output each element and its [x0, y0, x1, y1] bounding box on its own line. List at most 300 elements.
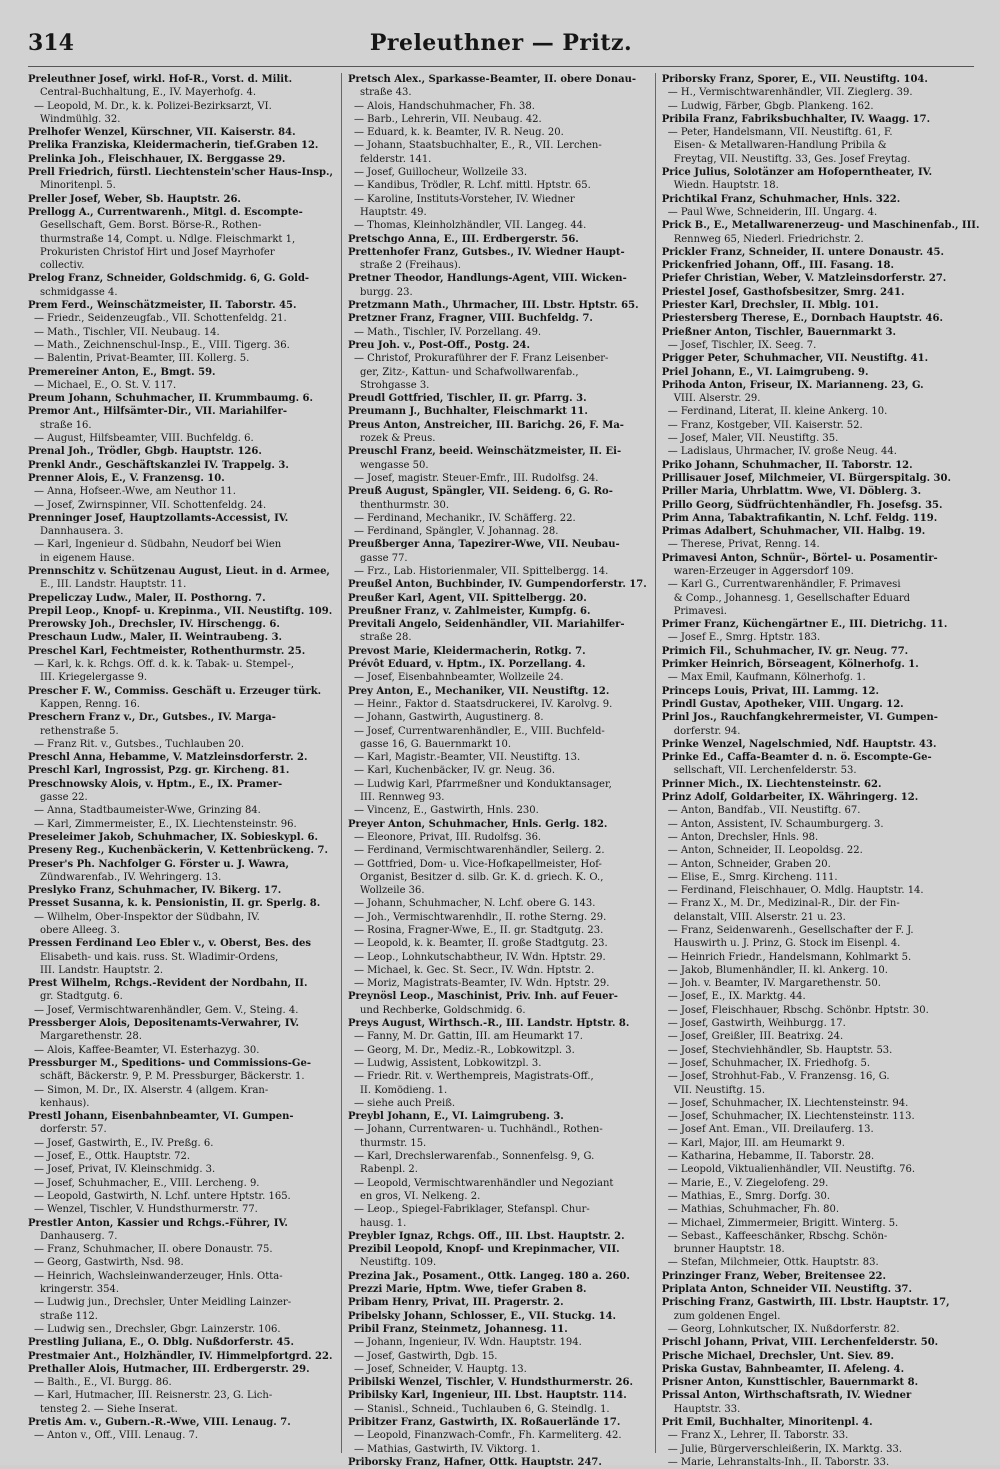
- directory-entry-line: — Franz X., Lehrer, II. Taborstr. 33.: [667, 1430, 849, 1442]
- directory-entry-line: — Ludwig sen., Drechsler, Gbgr. Lainzerstr. 106.: [34, 1323, 281, 1335]
- directory-entry-line: — Moriz, Magistrats-Beamter, IV. Wdn. Hptstr. 29.: [353, 978, 610, 990]
- directory-entry-line: Priborsky Franz, Hafner, Ottk. Hauptstr. 247.: [347, 1456, 602, 1468]
- directory-entry-line: Pribelsky Johann, Schlosser, E., VII. Stuckg. 14.: [347, 1310, 617, 1322]
- directory-entry-line: Prinke Wenzel, Nagelschmied, Ndf. Hauptstr. 43.: [661, 738, 937, 750]
- page-number: 314: [28, 30, 74, 56]
- directory-entry-line: — Ferdinand, Vermischtwarenhändler, Seilerg. 2.: [353, 845, 605, 857]
- directory-entry-line: Pretschgo Anna, E., III. Erdbergerstr. 56.: [347, 233, 579, 245]
- directory-entry-line: — Franz, Seidenwarenh., Gesellschafter der F. J.: [667, 925, 914, 936]
- directory-entry-line: Prindl Gustav, Apotheker, VIII. Ungarg. 12.: [661, 698, 904, 710]
- directory-entry-line: Prell Friedrich, fürstl. Liechtenstein'scher Haus-Insp.,: [28, 167, 333, 179]
- directory-entry-line: Prezina Jak., Posament., Ottk. Langeg. 180 a. 260.: [347, 1270, 630, 1282]
- directory-entry-line: — Josef, Strohhut-Fab., V. Franzensg. 16, G.: [667, 1071, 890, 1083]
- entry-continuation-line: felderstr. 141.: [359, 153, 432, 165]
- directory-entry-line: — Karl, Ingenieur d. Südbahn, Neudorf bei Wien: [34, 539, 282, 551]
- entry-continuation-line: straße 28.: [359, 632, 412, 644]
- directory-entry-line: Prihoda Anton, Friseur, IX. Marianneng. 23, G.: [661, 379, 924, 391]
- directory-entry-line: Preschern Franz v., Dr., Gutsbes., IV. Marga-: [28, 712, 276, 724]
- directory-entry-line: — Josef, Gastwirth, Weihburgg. 17.: [667, 1018, 846, 1030]
- directory-entry-line: — Josef, Schuhmacher, IX. Friedhofg. 5.: [667, 1057, 871, 1069]
- directory-entry-line: — Ludwig jun., Drechsler, Unter Meidling Lainzer-: [34, 1297, 292, 1309]
- entry-continuation-line: thurmstr. 15.: [359, 1137, 427, 1149]
- column-right: [655, 73, 980, 1468]
- directory-entry-line: — Eduard, k. k. Beamter, IV. R. Neug. 20.: [353, 127, 564, 139]
- directory-entry-line: — Eleonore, Privat, III. Rudolfsg. 36.: [353, 831, 542, 843]
- entry-continuation-line: Freytag, VII. Neustiftg. 33, Ges. Josef Freytag.: [673, 153, 911, 165]
- directory-entry-line: — Karl, Magistr.-Beamter, VII. Neustiftg. 13.: [353, 752, 581, 764]
- directory-entry-line: — Leopold, Viktualienhändler, VII. Neustiftg. 76.: [667, 1164, 916, 1176]
- directory-entry-line: Preynösl Leop., Maschinist, Priv. Inh. auf Feuer-: [347, 991, 618, 1003]
- directory-entry-line: — Friedr. Rit. v. Werthempreis, Magistrats-Off.,: [353, 1071, 594, 1083]
- directory-entry-line: — Friedr., Seidenzeugfab., VII. Schottenfeldg. 21.: [34, 313, 287, 325]
- directory-entry-line: — Rosina, Fragner-Wwe, E., II. gr. Stadtgutg. 23.: [353, 925, 604, 936]
- directory-entry-line: — Josef, Gastwirth, E., IV. Preßg. 6.: [34, 1137, 214, 1149]
- directory-entry-line: Prevost Marie, Kleidermacherin, Rotkg. 7.: [347, 645, 586, 657]
- directory-entry-line: — Josef, Schneider, V. Hauptg. 13.: [353, 1363, 527, 1375]
- directory-entry-line: — Johann, Gastwirth, Augustinerg. 8.: [353, 712, 544, 724]
- directory-entry-line: Prévôt Eduard, v. Hptm., IX. Porzellang. 4.: [347, 659, 586, 671]
- directory-entry-line: Priestel Josef, Gasthofsbesitzer, Smrg. 241.: [661, 286, 905, 298]
- directory-entry-line: — Karl, k. k. Rchgs. Off. d. k. k. Tabak- u. Stempel-,: [34, 659, 294, 671]
- directory-entry-line: Preslyko Franz, Schuhmacher, IV. Bikerg. 17.: [28, 885, 282, 897]
- directory-entry-line: Prillo Georg, Südfrüchtenhändler, Fh. Josefsg. 35.: [661, 499, 943, 511]
- directory-entry-line: Preyer Anton, Schuhmacher, Hnls. Gerlg. 182.: [347, 818, 608, 830]
- directory-entry-line: — Leopold, Gastwirth, N. Lchf. untere Hptstr. 165.: [34, 1190, 291, 1202]
- directory-entry-line: Preußel Anton, Buchbinder, IV. Gumpendorferstr. 17.: [347, 579, 647, 591]
- directory-entry-line: Preu Joh. v., Post-Off., Postg. 24.: [347, 339, 530, 351]
- directory-entry-line: Preum Johann, Schuhmacher, II. Krummbaumg. 6.: [28, 393, 313, 405]
- directory-entry-line: Primker Heinrich, Börseagent, Kölnerhofg. 1.: [661, 659, 919, 671]
- directory-entry-line: — Ferdinand, Spängler, V. Johannag. 28.: [353, 526, 559, 538]
- directory-entry-line: Prelhofer Wenzel, Kürschner, VII. Kaiserstr. 84.: [28, 127, 296, 139]
- directory-entry-line: — Leopold, Vermischtwarenhändler und Negoziant: [353, 1177, 614, 1189]
- directory-entry-line: — Georg, Gastwirth, Nsd. 98.: [34, 1257, 184, 1269]
- directory-entry-line: Pribila Franz, Fabriksbuchhalter, IV. Waagg. 17.: [661, 113, 931, 125]
- directory-entry-line: — Michael, Zimmermeier, Brigitt. Winterg. 5.: [667, 1217, 899, 1229]
- directory-entry-line: — Franz Rit. v., Gutsbes., Tuchlauben 20.: [34, 738, 245, 750]
- directory-entry-line: Preußer Karl, Agent, VII. Spittelbergg. 20.: [347, 592, 587, 604]
- directory-entry-line: Priller Maria, Uhrblattm. Wwe, VI. Döblerg. 3.: [661, 486, 922, 498]
- directory-entry-line: — Josef, Stechviehhändler, Sb. Hauptstr. 53.: [667, 1044, 893, 1056]
- directory-entry-line: — Josef, Schuhmacher, IX. Liechtensteinstr. 113.: [667, 1111, 915, 1123]
- entry-continuation-line: zum goldenen Engel.: [673, 1310, 781, 1322]
- directory-entry-line: Prettenhofer Franz, Gutsbes., IV. Wiedner Haupt-: [347, 246, 625, 258]
- entry-continuation-line: Prokuristen Christof Hirt und Josef Mayrhofer: [40, 246, 275, 258]
- directory-entry-line: Prenner Alois, E., V. Franzensg. 10.: [28, 472, 225, 484]
- directory-entry-line: Premereiner Anton, E., Bmgt. 59.: [28, 366, 216, 378]
- directory-entry-line: — Ladislaus, Uhrmacher, IV. große Neug. 44.: [667, 446, 897, 458]
- directory-entry-line: — August, Hilfsbeamter, VIII. Buchfeldg. 6.: [34, 433, 254, 445]
- directory-entry-line: Preumann J., Buchhalter, Fleischmarkt 11.: [347, 406, 588, 418]
- directory-entry-line: — Elise, E., Smrg. Kircheng. 111.: [667, 871, 838, 883]
- directory-entry-line: Priska Gustav, Bahnbeamter, II. Afeleng. 4.: [661, 1363, 905, 1375]
- directory-entry-line: Prische Michael, Drechsler, Unt. Siev. 89.: [661, 1350, 895, 1362]
- directory-entry-line: Primavesi Anton, Schnür-, Börtel- u. Posamentir-: [661, 552, 938, 564]
- entry-continuation-line: III. Rennweg 93.: [359, 792, 445, 804]
- directory-entry-line: Priel Johann, E., VI. Laimgrubeng. 9.: [661, 366, 869, 378]
- directory-entry-line: — Josef, Tischler, IX. Seeg. 7.: [667, 339, 817, 351]
- directory-entry-line: — Georg, Lohnkutscher, IX. Nußdorferstr. 82.: [667, 1323, 900, 1335]
- directory-entry-line: Prelog Franz, Schneider, Goldschmidg. 6, G. Gold-: [28, 273, 310, 285]
- directory-entry-line: — Heinr., Faktor d. Staatsdruckerei, IV. Karolvg. 9.: [353, 698, 613, 710]
- directory-entry-line: — Leop., Lohnkutschabtheur, IV. Wdn. Hptstr. 29.: [353, 951, 606, 963]
- directory-entry-line: Priefer Christian, Weber, V. Matzleinsdorferstr. 27.: [661, 273, 947, 285]
- entry-continuation-line: collectiv.: [40, 260, 85, 272]
- directory-entry-line: — siehe auch Preiß.: [353, 1097, 456, 1109]
- entry-continuation-line: sellschaft, VII. Lerchenfelderstr. 53.: [673, 765, 857, 777]
- directory-entry-line: — Franz, Kostgeber, VII. Kaiserstr. 52.: [667, 419, 863, 431]
- directory-entry-line: Prestler Anton, Kassier und Rchgs.-Führer, IV.: [28, 1217, 288, 1229]
- directory-entry-line: — Josef, Fleischhauer, Rbschg. Schönbr. Hptstr. 30.: [667, 1004, 929, 1016]
- directory-entry-line: Prinke Ed., Caffa-Beamter d. n. ö. Escompte-Ge-: [661, 752, 932, 764]
- directory-columns: [28, 73, 980, 1468]
- directory-entry-line: Priester Karl, Drechsler, II. Mblg. 101.: [661, 300, 879, 312]
- directory-entry-line: — Leopold, k. k. Beamter, II. große Stadtgutg. 23.: [353, 938, 608, 950]
- directory-entry-line: Prezibil Leopold, Knopf- und Krepinmacher, VII.: [347, 1244, 620, 1256]
- directory-entry-line: — Johann, Schuhmacher, N. Lchf. obere G. 143.: [353, 898, 596, 910]
- directory-entry-line: — Leopold, Finanzwach-Comfr., Fh. Karmeliterg. 42.: [353, 1430, 622, 1442]
- directory-entry-line: — Max Emil, Kaufmann, Kölnerhofg. 1.: [667, 672, 866, 684]
- directory-entry-line: — Anton, Assistent, IV. Schaumburgerg. 3.: [667, 818, 884, 830]
- entry-continuation-line: rethenstraße 5.: [40, 725, 119, 737]
- directory-entry-line: Preybl Johann, E., VI. Laimgrubeng. 3.: [347, 1111, 564, 1123]
- entry-continuation-line: ger, Zitz-, Kattun- und Schafwollwarenfab.,: [359, 366, 579, 378]
- entry-continuation-line: thurmstraße 14, Compt. u. Ndlge. Fleischmarkt 1,: [40, 233, 296, 245]
- directory-entry-line: — Karl, Kuchenbäcker, IV. gr. Neug. 36.: [353, 765, 555, 777]
- directory-entry-line: — Ludwig Karl, Pfarrmeßner und Konduktansager,: [353, 778, 612, 790]
- directory-entry-line: — Ludwig, Färber, Gbgb. Plankeng. 162.: [667, 100, 874, 112]
- directory-entry-line: Pressberger Alois, Depositenamts-Verwahrer, IV.: [28, 1018, 300, 1030]
- entry-continuation-line: III. Kriegelergasse 9.: [40, 672, 148, 684]
- directory-entry-line: Prillisauer Josef, Milchmeier, VI. Bürgerspitalg. 30.: [661, 472, 951, 484]
- directory-entry-line: — Jakob, Blumenhändler, II. kl. Ankerg. 10.: [667, 964, 888, 976]
- page-header: [28, 30, 974, 67]
- entry-continuation-line: VII. Neustiftg. 15.: [673, 1084, 766, 1096]
- directory-entry-line: Pressen Ferdinand Leo Ebler v., v. Oberst, Bes. des: [28, 938, 312, 950]
- directory-entry-line: — Josef, Zwirnspinner, VII. Schottenfeldg. 24.: [34, 499, 267, 511]
- directory-entry-line: — Joh., Vermischtwarenhdlr., II. rothe Sterng. 29.: [353, 911, 607, 923]
- directory-entry-line: Princeps Louis, Privat, III. Lammg. 12.: [661, 685, 879, 697]
- directory-entry-line: — Josef, E., IX. Marktg. 44.: [667, 991, 806, 1003]
- directory-entry-line: Preybler Ignaz, Rchgs. Off., III. Lbst. Hauptstr. 2.: [347, 1230, 625, 1242]
- entry-continuation-line: waren-Erzeuger in Aggersdorf 109.: [673, 565, 854, 577]
- directory-entry-line: — Mathias, Schuhmacher, Fh. 80.: [667, 1204, 840, 1216]
- entry-continuation-line: thenthurmstr. 30.: [359, 499, 450, 511]
- entry-continuation-line: Margarethenstr. 28.: [40, 1031, 142, 1043]
- directory-entry-line: — Heinrich Friedr., Handelsmann, Kohlmarkt 5.: [667, 951, 912, 963]
- entry-continuation-line: hausg. 1.: [359, 1217, 407, 1229]
- directory-entry-line: — Anton, Bandfab., VII. Neustiftg. 67.: [667, 805, 861, 817]
- directory-entry-line: — Leop., Spiegel-Fabriklager, Stefanspl. Chur-: [353, 1204, 590, 1216]
- directory-entry-line: Prestling Juliana, E., O. Dblg. Nußdorferstr. 45.: [28, 1337, 294, 1349]
- entry-continuation-line: Gesellschaft, Gem. Borst. Börse-R., Rothen-: [40, 220, 262, 232]
- directory-entry-line: — Josef, Schuhmacher, IX. Liechtensteinstr. 94.: [667, 1097, 909, 1109]
- directory-entry-line: Prenninger Josef, Hauptzollamts-Accessist, IV.: [28, 512, 289, 524]
- running-head: Preleuthner — Pritz.: [369, 30, 633, 56]
- directory-entry-line: Prey Anton, E., Mechaniker, VII. Neustiftg. 12.: [347, 685, 610, 697]
- directory-entry-line: — Anna, Hofseer.-Wwe, am Neuthor 11.: [34, 486, 236, 498]
- directory-entry-line: — Franz X., M. Dr., Medizinal-R., Dir. der Fin-: [667, 898, 900, 910]
- column-left: [28, 73, 333, 1453]
- directory-entry-line: — Ferdinand, Literat, II. kleine Ankerg. 10.: [667, 406, 888, 418]
- entry-continuation-line: wengasse 50.: [359, 459, 429, 471]
- directory-entry-line: Prepil Leop., Knopf- u. Krepinma., VII. Neustiftg. 109.: [28, 605, 333, 617]
- directory-entry-line: — Michael, E., O. St. V. 117.: [34, 379, 177, 391]
- entry-continuation-line: Dannhausera. 3.: [40, 526, 124, 538]
- entry-continuation-line: Danhauserg. 7.: [40, 1230, 118, 1242]
- entry-continuation-line: rozek & Preus.: [359, 433, 436, 445]
- directory-entry-line: — Josef, magistr. Steuer-Emfr., III. Rudolfsg. 24.: [353, 472, 599, 484]
- directory-entry-line: Prethaller Alois, Hutmacher, III. Erdbergerstr. 29.: [28, 1363, 310, 1375]
- directory-entry-line: Pretis Am. v., Gubern.-R.-Wwe, VIII. Lenaug. 7.: [28, 1416, 291, 1428]
- directory-entry-line: — Karl, Hutmacher, III. Reisnerstr. 23, G. Lich-: [34, 1390, 273, 1402]
- entry-continuation-line: Neustiftg. 109.: [359, 1257, 437, 1269]
- directory-entry-line: — Josef, Eisenbahnbeamter, Wollzeile 24.: [353, 672, 564, 684]
- entry-continuation-line: Rennweg 65, Niederl. Friedrichstr. 2.: [673, 233, 864, 245]
- directory-entry-line: Preußner Franz, v. Zahlmeister, Kumpfg. 6.: [347, 605, 591, 617]
- directory-entry-line: — Josef, Privat, IV. Kleinschmidg. 3.: [34, 1164, 216, 1176]
- entry-continuation-line: Primavesi.: [673, 605, 727, 617]
- entry-continuation-line: obere Alleeg. 3.: [40, 925, 120, 936]
- directory-entry-line: Priborsky Franz, Sporer, E., VII. Neustiftg. 104.: [661, 74, 928, 85]
- directory-entry-line: — Alois, Handschuhmacher, Fh. 38.: [353, 100, 535, 112]
- directory-entry-line: Pretzmann Math., Uhrmacher, III. Lbstr. Hptstr. 65.: [347, 300, 639, 312]
- directory-entry-line: Prennschitz v. Schützenau August, Lieut. in d. Armee,: [28, 565, 330, 577]
- directory-entry-line: Prest Wilhelm, Rchgs.-Revident der Nordbahn, II.: [28, 978, 308, 990]
- directory-entry-line: Preuschl Franz, beeid. Weinschätzmeister, II. Ei-: [347, 446, 622, 458]
- directory-entry-line: — H., Vermischtwarenhändler, VII. Zieglerg. 39.: [667, 87, 913, 99]
- directory-entry-line: — Marie, E., V. Ziegelofeng. 29.: [667, 1177, 829, 1189]
- directory-entry-line: Pribilski Wenzel, Tischler, V. Hundsthurmerstr. 26.: [347, 1377, 633, 1389]
- entry-continuation-line: Hauptstr. 33.: [673, 1403, 741, 1415]
- directory-entry-line: Priestersberg Therese, E., Dornbach Hauptstr. 46.: [661, 313, 943, 325]
- directory-entry-line: Preschnowsky Alois, v. Hptm., E., IX. Pramer-: [28, 778, 283, 790]
- directory-entry-line: Preschaun Ludw., Maler, II. Weintraubeng. 3.: [28, 632, 283, 644]
- directory-entry-line: Preller Josef, Weber, Sb. Hauptstr. 26.: [28, 193, 241, 205]
- directory-entry-line: — Anton v., Off., VIII. Lenaug. 7.: [34, 1430, 199, 1442]
- entry-continuation-line: straße 16.: [40, 419, 92, 431]
- directory-entry-line: Presset Susanna, k. k. Pensionistin, II. gr. Sperlg. 8.: [28, 898, 321, 910]
- directory-entry-line: — Anna, Stadtbaumeister-Wwe, Grinzing 84.: [34, 805, 261, 817]
- directory-entry-line: — Math., Tischler, VII. Neubaug. 14.: [34, 326, 220, 338]
- directory-entry-line: — Franz, Schuhmacher, II. obere Donaustr. 75.: [34, 1244, 273, 1256]
- directory-entry-line: — Alois, Kaffee-Beamter, VI. Esterhazyg. 30.: [34, 1044, 260, 1056]
- entry-continuation-line: VIII. Alserstr. 29.: [673, 393, 761, 405]
- entry-continuation-line: und Rechberke, Goldschmidg. 6.: [359, 1004, 526, 1016]
- directory-entry-line: Preschl Anna, Hebamme, V. Matzleinsdorferstr. 2.: [28, 752, 308, 764]
- directory-entry-line: — Kandibus, Trödler, R. Lchf. mittl. Hptstr. 65.: [353, 180, 591, 192]
- directory-entry-line: Prickenfried Johann, Off., III. Fasang. 18.: [661, 260, 894, 272]
- directory-entry-line: — Mathias, E., Smrg. Dorfg. 30.: [667, 1190, 831, 1202]
- directory-entry-line: — Stefan, Milchmeier, Ottk. Hauptstr. 83.: [667, 1257, 879, 1269]
- entry-continuation-line: III. Landstr. Hauptstr. 2.: [40, 964, 164, 976]
- entry-continuation-line: & Comp., Johannesg. 1, Gesellschafter Eduard: [673, 592, 911, 604]
- entry-continuation-line: Hauptstr. 49.: [359, 206, 427, 218]
- directory-entry-line: Prichtikal Franz, Schuhmacher, Hnls. 322.: [661, 193, 901, 205]
- directory-entry-line: Preudl Gottfried, Tischler, II. gr. Pfarrg. 3.: [347, 393, 587, 405]
- entry-continuation-line: straße 43.: [359, 87, 412, 99]
- entry-continuation-line: kringerstr. 354.: [40, 1284, 120, 1296]
- directory-entry-line: Preus Anton, Anstreicher, III. Barichg. 26, F. Ma-: [347, 419, 624, 431]
- directory-entry-line: Prestmaier Ant., Holzhändler, IV. Himmelpfortgrd. 22.: [28, 1350, 333, 1362]
- directory-entry-line: — Mathias, Gastwirth, IV. Viktorg. 1.: [353, 1443, 541, 1455]
- directory-entry-line: — Leopold, M. Dr., k. k. Polizei-Bezirksarzt, VI.: [34, 100, 272, 112]
- entry-continuation-line: Central-Buchhaltung, E., IV. Mayerhofg. 4.: [40, 87, 257, 99]
- directory-entry-line: — Wenzel, Tischler, V. Hundsthurmerstr. 77.: [34, 1204, 258, 1216]
- directory-entry-line: — Josef, Currentwarenhändler, E., VIII. Buchfeld-: [353, 725, 605, 737]
- entry-continuation-line: schmidgasse 4.: [40, 286, 118, 298]
- directory-entry-line: Prinl Jos., Rauchfangkehrermeister, VI. Gumpen-: [661, 712, 938, 724]
- directory-entry-line: Primich Fil., Schuhmacher, IV. gr. Neug. 77.: [661, 645, 909, 657]
- directory-entry-line: Pribilsky Karl, Ingenieur, III. Lbst. Hauptstr. 114.: [347, 1390, 627, 1402]
- directory-entry-line: Priplata Anton, Schneider VII. Neustiftg. 37.: [661, 1284, 912, 1296]
- directory-entry-line: Prezzi Marie, Hptm. Wwe, tiefer Graben 8.: [347, 1284, 587, 1296]
- directory-entry-line: Prem Ferd., Weinschätzmeister, II. Taborstr. 45.: [28, 300, 297, 312]
- directory-entry-line: — Ferdinand, Mechanikr., IV. Schäfferg. 22.: [353, 512, 576, 524]
- directory-entry-line: — Johann, Currentwaren- u. Tuchhändl., Rothen-: [353, 1124, 603, 1136]
- directory-entry-line: — Math., Tischler, IV. Porzellang. 49.: [353, 326, 542, 338]
- directory-entry-line: — Katharina, Hebamme, II. Taborstr. 28.: [667, 1151, 875, 1163]
- entry-continuation-line: Eisen- & Metallwaren-Handlung Pribila &: [673, 140, 887, 152]
- entry-continuation-line: straße 112.: [40, 1310, 98, 1322]
- directory-entry-line: Pressburger M., Speditions- und Commissions-Ge-: [28, 1057, 311, 1069]
- directory-entry-line: Prelika Franziska, Kleidermacherin, tief.Graben 12.: [28, 140, 319, 152]
- entry-continuation-line: in eigenem Hause.: [40, 552, 135, 564]
- directory-entry-line: Prit Emil, Buchhalter, Minoritenpl. 4.: [661, 1416, 873, 1428]
- directory-entry-line: — Josef Ant. Eman., VII. Dreilauferg. 13.: [667, 1124, 874, 1136]
- directory-entry-line: Prerowsky Joh., Drechsler, IV. Hirschengg. 6.: [28, 619, 280, 631]
- directory-entry-line: Preleuthner Josef, wirkl. Hof-R., Vorst. d. Milit.: [28, 74, 293, 85]
- directory-entry-line: Prissal Anton, Wirthschaftsrath, IV. Wiedner: [661, 1390, 912, 1402]
- directory-entry-line: Preschl Karl, Ingrossist, Pzg. gr. Kircheng. 81.: [28, 765, 290, 777]
- entry-continuation-line: Elisabeth- und kais. russ. St. Wladimir-Ordens,: [40, 951, 279, 963]
- directory-entry-line: — Paul Wwe, Schneiderin, III. Ungarg. 4.: [667, 206, 878, 218]
- directory-entry-line: Preuß August, Spängler, VII. Seideng. 6, G. Ro-: [347, 486, 613, 498]
- directory-entry-line: — Balentin, Privat-Beamter, III. Kollerg. 5.: [34, 353, 250, 365]
- directory-entry-line: — Karl, Major, III. am Heumarkt 9.: [667, 1137, 845, 1149]
- directory-entry-line: — Karl, Zimmermeister, E., IX. Liechtensteinstr. 96.: [34, 818, 297, 830]
- directory-entry-line: Prießner Anton, Tischler, Bauernmarkt 3.: [661, 326, 896, 338]
- directory-entry-line: Prepeliczay Ludw., Maler, II. Posthorng. 7.: [28, 592, 266, 604]
- entry-continuation-line: Organist, Besitzer d. silb. Gr. K. d. griech. K. O.,: [359, 871, 604, 883]
- directory-entry-line: — Anton, Drechsler, Hnls. 98.: [667, 831, 819, 843]
- entry-continuation-line: en gros, VI. Nelkeng. 2.: [359, 1190, 481, 1202]
- directory-entry-line: — Josef, Greißler, III. Beatrixg. 24.: [667, 1031, 844, 1043]
- entry-continuation-line: straße 2 (Freihaus).: [359, 260, 461, 272]
- directory-entry-line: — Josef E., Smrg. Hptstr. 183.: [667, 632, 821, 644]
- directory-entry-line: — Ludwig, Assistent, Lobkowitzpl. 3.: [353, 1057, 542, 1069]
- directory-entry-line: Prigger Peter, Schuhmacher, VII. Neustiftg. 41.: [661, 353, 929, 365]
- entry-continuation-line: dorferstr. 57.: [40, 1124, 107, 1136]
- directory-entry-line: — Vincenz, E., Gastwirth, Hnls. 230.: [353, 805, 539, 817]
- directory-entry-line: Prim Anna, Tabaktrafikantin, N. Lchf. Feldg. 119.: [661, 512, 938, 524]
- directory-entry-line: — Peter, Handelsmann, VII. Neustiftg. 61, F.: [667, 127, 893, 139]
- directory-entry-line: — Christof, Prokuraführer der F. Franz Leisenber-: [353, 353, 609, 365]
- entry-continuation-line: gasse 22.: [40, 792, 88, 804]
- directory-entry-line: — Anton, Schneider, Graben 20.: [667, 858, 831, 870]
- directory-entry-line: Prenal Joh., Trödler, Gbgb. Hauptstr. 126.: [28, 446, 262, 458]
- directory-entry-line: Prischl Johann, Privat, VIII. Lerchenfelderstr. 50.: [661, 1337, 939, 1349]
- directory-entry-line: Prestl Johann, Eisenbahnbeamter, VI. Gumpen-: [28, 1111, 294, 1123]
- directory-entry-line: Price Julius, Solotänzer am Hofoperntheater, IV.: [661, 167, 933, 179]
- directory-entry-line: Pretner Theodor, Handlungs-Agent, VIII. Wicken-: [347, 273, 627, 285]
- directory-entry-line: — Julie, Bürgerverschleißerin, IX. Marktg. 33.: [667, 1443, 903, 1455]
- directory-entry-line: Primas Adalbert, Schuhmacher, VII. Halbg. 19.: [661, 526, 926, 538]
- directory-entry-line: — Josef, Gastwirth, Dgb. 15.: [353, 1350, 498, 1362]
- directory-entry-line: — Georg, M. Dr., Mediz.-R., Lobkowitzpl. 3.: [353, 1044, 575, 1056]
- directory-entry-line: — Wilhelm, Ober-Inspektor der Südbahn, IV.: [34, 911, 260, 923]
- entry-continuation-line: Strohgasse 3.: [359, 379, 430, 391]
- directory-entry-line: — Therese, Privat, Renng. 14.: [667, 539, 820, 551]
- entry-continuation-line: brunner Hauptstr. 18.: [673, 1244, 785, 1256]
- directory-entry-line: Pretsch Alex., Sparkasse-Beamter, II. obere Donau-: [347, 74, 637, 85]
- directory-entry-line: — Josef, Vermischtwarenhändler, Gem. V., Steing. 4.: [34, 1004, 299, 1016]
- directory-entry-line: Prick B., E., Metallwarenerzeug- und Maschinenfab., III.: [661, 220, 980, 232]
- directory-entry-line: — Barb., Lehrerin, VII. Neubaug. 42.: [353, 113, 542, 125]
- directory-entry-line: — Michael, k. Gec. St. Secr., IV. Wdn. Hptstr. 2.: [353, 964, 595, 976]
- directory-entry-line: Prelinka Joh., Fleischhauer, IX. Berggasse 29.: [28, 153, 286, 165]
- directory-entry-line: Preseleimer Jakob, Schuhmacher, IX. Sobieskypl. 6.: [28, 831, 318, 843]
- directory-entry-line: Prisching Franz, Gastwirth, III. Lbstr. Hauptstr. 17,: [661, 1297, 950, 1309]
- directory-entry-line: — Marie, Lehranstalts-Inh., II. Taborstr. 33.: [667, 1456, 890, 1468]
- directory-entry-line: — Thomas, Kleinholzhändler, VII. Langeg. 44.: [353, 220, 587, 232]
- entry-continuation-line: Windmühlg. 32.: [40, 113, 121, 125]
- entry-continuation-line: dorferstr. 94.: [673, 725, 741, 737]
- entry-continuation-line: Hauswirth u. J. Prinz, G. Stock im Eisenpl. 4.: [673, 938, 901, 950]
- directory-entry-line: Priko Johann, Schuhmacher, II. Taborstr. 12.: [661, 459, 913, 471]
- entry-continuation-line: gasse 77.: [359, 552, 408, 564]
- directory-entry-line: Prenkl Andr., Geschäftskanzlei IV. Trappelg. 3.: [28, 459, 289, 471]
- directory-entry-line: — Frz., Lab. Historienmaler, VII. Spittelbergg. 14.: [353, 565, 609, 577]
- directory-entry-line: Pretzner Franz, Fragner, VIII. Buchfeldg. 7.: [347, 313, 593, 325]
- directory-entry-line: Previtali Angelo, Seidenhändler, VII. Mariahilfer-: [347, 619, 625, 631]
- directory-entry-line: — Josef, E., Ottk. Hauptstr. 72.: [34, 1151, 191, 1163]
- directory-entry-line: — Joh. v. Beamter, IV. Margarethenstr. 50.: [667, 978, 881, 990]
- directory-entry-line: Prickler Franz, Schneider, II. untere Donaustr. 45.: [661, 246, 944, 258]
- directory-entry-line: — Math., Zeichnenschul-Insp., E., VIII. Tigerg. 36.: [34, 339, 290, 351]
- entry-continuation-line: schäft, Bäckerstr. 9, P. M. Pressburger, Bäckerstr. 1.: [40, 1071, 305, 1083]
- directory-entry-line: — Johann, Ingenieur, IV. Wdn. Hauptstr. 194.: [353, 1337, 582, 1349]
- directory-entry-line: — Johann, Staatsbuchhalter, E., R., VII. Lerchen-: [353, 140, 602, 152]
- directory-entry-line: — Karl, Drechslerwarenfab., Sonnenfelsg. 9, G.: [353, 1151, 595, 1163]
- entry-continuation-line: gasse 16, G. Bauernmarkt 10.: [359, 738, 512, 750]
- entry-continuation-line: Wollzeile 36.: [359, 885, 425, 897]
- directory-entry-line: — Josef, Schuhmacher, E., VIII. Lercheng. 9.: [34, 1177, 260, 1189]
- directory-entry-line: Preußberger Anna, Tapezirer-Wwe, VII. Neubau-: [347, 539, 620, 551]
- column-middle: [341, 73, 647, 1468]
- directory-entry-line: Pribitzer Franz, Gastwirth, IX. Roßauerlände 17.: [347, 1416, 621, 1428]
- directory-entry-line: — Sebast., Kaffeeschänker, Rbschg. Schön-: [667, 1230, 888, 1242]
- entry-continuation-line: Zündwarenfab., IV. Wehringerg. 13.: [40, 871, 222, 883]
- entry-continuation-line: Kappen, Renng. 16.: [40, 698, 140, 710]
- directory-entry-line: — Josef, Maler, VII. Neustiftg. 35.: [667, 433, 839, 445]
- directory-entry-line: — Karl G., Currentwarenhändler, F. Primavesi: [667, 579, 901, 591]
- entry-continuation-line: burgg. 23.: [359, 286, 413, 298]
- directory-entry-line: — Balth., E., VI. Burgg. 86.: [34, 1377, 172, 1389]
- entry-continuation-line: delanstalt, VIII. Alserstr. 21 u. 23.: [673, 911, 846, 923]
- directory-entry-line: Pribam Henry, Privat, III. Pragerstr. 2.: [347, 1297, 564, 1309]
- entry-continuation-line: Minoritenpl. 5.: [40, 180, 116, 192]
- directory-entry-line: Prinz Adolf, Goldarbeiter, IX. Währingerg. 12.: [661, 792, 919, 804]
- directory-entry-line: — Anton, Schneider, II. Leopoldsg. 22.: [667, 845, 863, 857]
- entry-continuation-line: kenhaus).: [40, 1097, 90, 1109]
- directory-entry-line: — Fanny, M. Dr. Gattin, III. am Heumarkt 17.: [353, 1031, 583, 1043]
- entry-continuation-line: gr. Stadtgutg. 6.: [40, 991, 123, 1003]
- directory-entry-line: Preschel Karl, Fechtmeister, Rothenthurmstr. 25.: [28, 645, 306, 657]
- directory-entry-line: Preseny Reg., Kuchenbäckerin, V. Kettenbrückeng. 7.: [28, 845, 328, 857]
- directory-entry-line: — Simon, M. Dr., IX. Alserstr. 4 (allgem. Kran-: [34, 1084, 269, 1096]
- directory-entry-line: — Karoline, Instituts-Vorsteher, IV. Wiedner: [353, 193, 575, 205]
